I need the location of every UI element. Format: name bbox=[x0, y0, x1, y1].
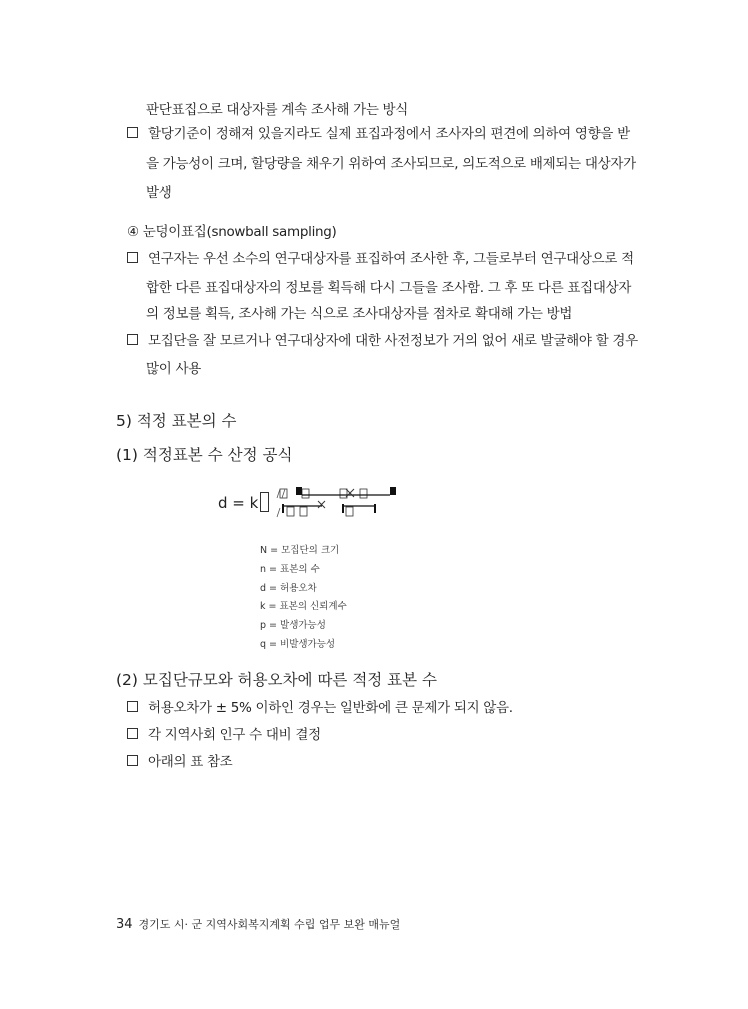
checkbox-bullet-icon bbox=[127, 755, 138, 766]
bullet-text: 연구자는 우선 소수의 연구대상자를 표집하여 조사한 후, 그들로부터 연구대상으로 적 bbox=[148, 251, 634, 267]
formula bbox=[218, 492, 269, 513]
body-line: 의 정보를 획득, 조사해 가는 식으로 조사대상자를 점차로 확대해 가는 방법 bbox=[146, 306, 573, 322]
definition-k: k = 표본의 신뢰계수 bbox=[260, 601, 347, 612]
body-line: 판단표집으로 대상자를 계속 조사해 가는 방식 bbox=[146, 102, 409, 118]
bullet-item bbox=[127, 250, 634, 268]
bullet-text: 허용오차가 ± 5% 이하인 경우는 일반화에 큰 문제가 되지 않음. bbox=[148, 700, 513, 716]
section-heading: 5) 적정 표본의 수 bbox=[116, 412, 237, 430]
checkbox-bullet-icon bbox=[127, 701, 138, 712]
body-line: 많이 사용 bbox=[146, 361, 201, 377]
bullet-item bbox=[127, 726, 321, 744]
bullet-item bbox=[127, 332, 638, 350]
definition-p: p = 발생가능성 bbox=[260, 620, 326, 631]
definition-N: N = 모집단의 크기 bbox=[260, 545, 340, 556]
formula-lhs: d = k bbox=[218, 494, 259, 512]
footer-title: 경기도 시· 군 지역사회복지계획 수립 업무 보완 매뉴얼 bbox=[138, 918, 401, 931]
body-line: 합한 다른 표집대상자의 정보를 획득해 다시 그들을 조사함. 그 후 또 다른 표집대상자 bbox=[146, 280, 632, 296]
bullet-item bbox=[127, 699, 513, 717]
checkbox-bullet-icon bbox=[127, 334, 138, 345]
checkbox-bullet-icon bbox=[127, 728, 138, 739]
body-line: 발생 bbox=[146, 185, 172, 201]
radical-icon bbox=[260, 492, 269, 512]
bullet-text: 할당기준이 정해져 있을지라도 실제 표집과정에서 조사자의 편견에 의하여 영향을 받 bbox=[148, 126, 630, 142]
checkbox-bullet-icon bbox=[127, 127, 138, 138]
formula-fraction-icon bbox=[272, 484, 404, 520]
bullet-text: 모집단을 잘 모르거나 연구대상자에 대한 사전정보가 거의 없어 새로 발굴해야 할 경우 bbox=[148, 333, 638, 349]
definition-d: d = 허용오차 bbox=[260, 583, 317, 594]
bullet-text: 아래의 표 참조 bbox=[148, 754, 233, 770]
definition-q: q = 비발생가능성 bbox=[260, 639, 336, 650]
definition-n: n = 표본의 수 bbox=[260, 564, 320, 575]
checkbox-bullet-icon bbox=[127, 252, 138, 263]
page-footer bbox=[116, 918, 400, 932]
bullet-item bbox=[127, 125, 630, 143]
body-line: 을 가능성이 크며, 할당량을 채우기 위하여 조사되므로, 의도적으로 배제되는 대상자가 bbox=[146, 156, 636, 172]
bullet-item bbox=[127, 753, 232, 771]
subsection-heading: (2) 모집단규모와 허용오차에 따른 적정 표본 수 bbox=[116, 671, 438, 689]
subheading-snowball: ④ 눈덩이표집(snowball sampling) bbox=[127, 224, 337, 240]
subsection-heading: (1) 적정표본 수 산정 공식 bbox=[116, 446, 293, 464]
bullet-text: 각 지역사회 인구 수 대비 결정 bbox=[148, 727, 321, 743]
page-number: 34 bbox=[116, 917, 133, 932]
